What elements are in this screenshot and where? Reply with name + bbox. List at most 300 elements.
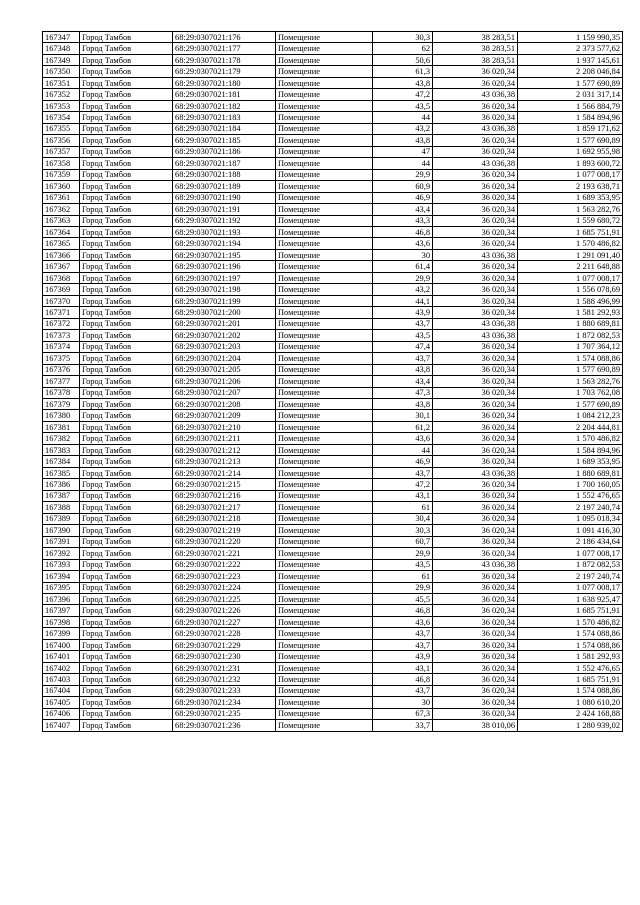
specific-value-cell: 36 020,34 [433,364,518,375]
table-row [43,100,623,111]
locality-cell: Город Тамбов [80,456,173,467]
specific-value-cell: 36 020,34 [433,697,518,708]
cadastral-value-cell: 1 872 082,53 [518,330,623,341]
row-number-cell: 167371 [43,307,80,318]
cadastral-number-cell: 68:29:0307021:192 [173,215,276,226]
specific-value-cell: 36 020,34 [433,708,518,719]
table-row [43,708,623,719]
cadastral-value-cell: 2 204 444,81 [518,421,623,432]
table-row [43,421,623,432]
area-cell: 43,7 [373,639,433,650]
specific-value-cell: 38 010,06 [433,720,518,731]
object-type-cell: Помещение [276,135,373,146]
area-cell: 61,3 [373,66,433,77]
area-cell: 44 [373,444,433,455]
row-number-cell: 167370 [43,295,80,306]
area-cell: 43,3 [373,215,433,226]
object-type-cell: Помещение [276,444,373,455]
row-number-cell: 167404 [43,685,80,696]
table-row [43,284,623,295]
object-type-cell: Помещение [276,295,373,306]
object-type-cell: Помещение [276,318,373,329]
locality-cell: Город Тамбов [80,502,173,513]
row-number-cell: 167405 [43,697,80,708]
locality-cell: Город Тамбов [80,66,173,77]
cadastral-value-cell: 1 859 171,62 [518,123,623,134]
specific-value-cell: 36 020,34 [433,410,518,421]
row-number-cell: 167376 [43,364,80,375]
cadastral-number-cell: 68:29:0307021:203 [173,341,276,352]
object-type-cell: Помещение [276,376,373,387]
table-row [43,54,623,65]
specific-value-cell: 43 036,38 [433,123,518,134]
specific-value-cell: 36 020,34 [433,146,518,157]
table-row [43,674,623,685]
cadastral-value-cell: 1 570 486,82 [518,433,623,444]
row-number-cell: 167352 [43,89,80,100]
specific-value-cell: 36 020,34 [433,571,518,582]
object-type-cell: Помещение [276,548,373,559]
table-row [43,720,623,731]
table-row [43,582,623,593]
object-type-cell: Помещение [276,169,373,180]
row-number-cell: 167401 [43,651,80,662]
locality-cell: Город Тамбов [80,89,173,100]
object-type-cell: Помещение [276,284,373,295]
area-cell: 43,9 [373,651,433,662]
cadastral-number-cell: 68:29:0307021:231 [173,662,276,673]
area-cell: 46,8 [373,226,433,237]
locality-cell: Город Тамбов [80,158,173,169]
area-cell: 29,9 [373,582,433,593]
table-row [43,261,623,272]
area-cell: 61 [373,502,433,513]
cadastral-number-cell: 68:29:0307021:190 [173,192,276,203]
table-row [43,490,623,501]
locality-cell: Город Тамбов [80,215,173,226]
specific-value-cell: 36 020,34 [433,284,518,295]
area-cell: 43,7 [373,685,433,696]
specific-value-cell: 36 020,34 [433,536,518,547]
specific-value-cell: 36 020,34 [433,100,518,111]
row-number-cell: 167407 [43,720,80,731]
cadastral-value-cell: 1 685 751,91 [518,674,623,685]
table-row [43,272,623,283]
cadastral-number-cell: 68:29:0307021:217 [173,502,276,513]
cadastral-value-cell: 2 197 240,74 [518,502,623,513]
area-cell: 43,4 [373,204,433,215]
cadastral-value-cell: 1 556 078,69 [518,284,623,295]
cadastral-value-cell: 1 893 600,72 [518,158,623,169]
cadastral-value-cell: 1 689 353,95 [518,456,623,467]
locality-cell: Город Тамбов [80,536,173,547]
cadastral-value-cell: 2 208 046,84 [518,66,623,77]
table-row [43,32,623,43]
row-number-cell: 167387 [43,490,80,501]
cadastral-value-cell: 1 880 689,81 [518,318,623,329]
table-row [43,112,623,123]
cadastral-value-cell: 1 570 486,82 [518,238,623,249]
row-number-cell: 167377 [43,376,80,387]
table-row [43,525,623,536]
cadastral-number-cell: 68:29:0307021:204 [173,353,276,364]
area-cell: 30 [373,249,433,260]
locality-cell: Город Тамбов [80,341,173,352]
cadastral-number-cell: 68:29:0307021:236 [173,720,276,731]
locality-cell: Город Тамбов [80,616,173,627]
area-cell: 44 [373,158,433,169]
specific-value-cell: 38 283,51 [433,54,518,65]
row-number-cell: 167389 [43,513,80,524]
specific-value-cell: 36 020,34 [433,353,518,364]
locality-cell: Город Тамбов [80,181,173,192]
table-row [43,571,623,582]
area-cell: 43,5 [373,100,433,111]
cadastral-value-cell: 1 574 088,86 [518,628,623,639]
cadastral-number-cell: 68:29:0307021:188 [173,169,276,180]
table-row [43,433,623,444]
object-type-cell: Помещение [276,502,373,513]
locality-cell: Город Тамбов [80,249,173,260]
locality-cell: Город Тамбов [80,295,173,306]
table-row [43,685,623,696]
locality-cell: Город Тамбов [80,192,173,203]
cadastral-number-cell: 68:29:0307021:180 [173,77,276,88]
table-row [43,364,623,375]
specific-value-cell: 36 020,34 [433,605,518,616]
area-cell: 43,7 [373,467,433,478]
area-cell: 43,4 [373,376,433,387]
locality-cell: Город Тамбов [80,674,173,685]
table-row [43,204,623,215]
area-cell: 46,9 [373,456,433,467]
specific-value-cell: 36 020,34 [433,582,518,593]
cadastral-number-cell: 68:29:0307021:206 [173,376,276,387]
specific-value-cell: 36 020,34 [433,295,518,306]
table-row [43,135,623,146]
cadastral-value-cell: 1 577 690,89 [518,364,623,375]
table-row [43,467,623,478]
row-number-cell: 167349 [43,54,80,65]
cadastral-number-cell: 68:29:0307021:230 [173,651,276,662]
cadastral-value-cell: 1 084 212,23 [518,410,623,421]
cadastral-number-cell: 68:29:0307021:205 [173,364,276,375]
cadastral-number-cell: 68:29:0307021:196 [173,261,276,272]
object-type-cell: Помещение [276,697,373,708]
locality-cell: Город Тамбов [80,387,173,398]
area-cell: 62 [373,43,433,54]
cadastral-value-cell: 1 552 476,65 [518,490,623,501]
area-cell: 47,4 [373,341,433,352]
area-cell: 43,1 [373,490,433,501]
table-row [43,146,623,157]
cadastral-value-cell: 2 373 577,62 [518,43,623,54]
object-type-cell: Помещение [276,536,373,547]
row-number-cell: 167357 [43,146,80,157]
cadastral-number-cell: 68:29:0307021:222 [173,559,276,570]
cadastral-value-cell: 1 291 091,40 [518,249,623,260]
row-number-cell: 167385 [43,467,80,478]
table-row [43,479,623,490]
cadastral-value-cell: 1 581 292,93 [518,651,623,662]
cadastral-number-cell: 68:29:0307021:229 [173,639,276,650]
table-row [43,123,623,134]
row-number-cell: 167363 [43,215,80,226]
specific-value-cell: 36 020,34 [433,639,518,650]
table-row [43,559,623,570]
specific-value-cell: 36 020,34 [433,662,518,673]
cadastral-number-cell: 68:29:0307021:225 [173,593,276,604]
object-type-cell: Помещение [276,616,373,627]
table-row [43,502,623,513]
cadastral-value-cell: 1 574 088,86 [518,353,623,364]
locality-cell: Город Тамбов [80,593,173,604]
table-row [43,513,623,524]
area-cell: 43,6 [373,433,433,444]
cadastral-value-cell: 1 563 282,76 [518,376,623,387]
row-number-cell: 167397 [43,605,80,616]
object-type-cell: Помещение [276,605,373,616]
locality-cell: Город Тамбов [80,330,173,341]
table-row [43,399,623,410]
row-number-cell: 167403 [43,674,80,685]
cadastral-number-cell: 68:29:0307021:184 [173,123,276,134]
table-row [43,444,623,455]
specific-value-cell: 36 020,34 [433,181,518,192]
row-number-cell: 167369 [43,284,80,295]
cadastral-number-cell: 68:29:0307021:194 [173,238,276,249]
locality-cell: Город Тамбов [80,77,173,88]
area-cell: 60,7 [373,536,433,547]
object-type-cell: Помещение [276,651,373,662]
specific-value-cell: 36 020,34 [433,548,518,559]
locality-cell: Город Тамбов [80,571,173,582]
row-number-cell: 167400 [43,639,80,650]
specific-value-cell: 36 020,34 [433,112,518,123]
locality-cell: Город Тамбов [80,708,173,719]
row-number-cell: 167362 [43,204,80,215]
locality-cell: Город Тамбов [80,582,173,593]
cadastral-number-cell: 68:29:0307021:181 [173,89,276,100]
object-type-cell: Помещение [276,112,373,123]
table-row [43,43,623,54]
cadastral-value-cell: 1 689 353,95 [518,192,623,203]
object-type-cell: Помещение [276,181,373,192]
cadastral-value-cell: 1 574 088,86 [518,685,623,696]
object-type-cell: Помещение [276,525,373,536]
area-cell: 47,2 [373,479,433,490]
cadastral-number-cell: 68:29:0307021:226 [173,605,276,616]
locality-cell: Город Тамбов [80,639,173,650]
area-cell: 44 [373,112,433,123]
area-cell: 60,9 [373,181,433,192]
object-type-cell: Помещение [276,685,373,696]
row-number-cell: 167350 [43,66,80,77]
table-row [43,77,623,88]
object-type-cell: Помещение [276,43,373,54]
locality-cell: Город Тамбов [80,32,173,43]
object-type-cell: Помещение [276,513,373,524]
specific-value-cell: 36 020,34 [433,651,518,662]
cadastral-number-cell: 68:29:0307021:215 [173,479,276,490]
area-cell: 43,7 [373,628,433,639]
object-type-cell: Помещение [276,421,373,432]
area-cell: 46,8 [373,605,433,616]
locality-cell: Город Тамбов [80,261,173,272]
cadastral-value-cell: 1 685 751,91 [518,226,623,237]
row-number-cell: 167395 [43,582,80,593]
locality-cell: Город Тамбов [80,43,173,54]
object-type-cell: Помещение [276,307,373,318]
cadastral-value-cell: 1 080 610,20 [518,697,623,708]
object-type-cell: Помещение [276,32,373,43]
row-number-cell: 167347 [43,32,80,43]
object-type-cell: Помещение [276,123,373,134]
area-cell: 46,9 [373,192,433,203]
object-type-cell: Помещение [276,708,373,719]
row-number-cell: 167382 [43,433,80,444]
table-row [43,341,623,352]
object-type-cell: Помещение [276,249,373,260]
area-cell: 44,1 [373,295,433,306]
cadastral-value-cell: 1 588 496,99 [518,295,623,306]
cadastral-number-cell: 68:29:0307021:195 [173,249,276,260]
locality-cell: Город Тамбов [80,272,173,283]
cadastral-value-cell: 1 880 689,81 [518,467,623,478]
object-type-cell: Помещение [276,628,373,639]
locality-cell: Город Тамбов [80,467,173,478]
area-cell: 43,5 [373,330,433,341]
specific-value-cell: 36 020,34 [433,376,518,387]
specific-value-cell: 36 020,34 [433,238,518,249]
object-type-cell: Помещение [276,192,373,203]
cadastral-value-cell: 1 707 364,12 [518,341,623,352]
specific-value-cell: 38 283,51 [433,32,518,43]
specific-value-cell: 36 020,34 [433,674,518,685]
row-number-cell: 167353 [43,100,80,111]
row-number-cell: 167386 [43,479,80,490]
specific-value-cell: 36 020,34 [433,479,518,490]
area-cell: 43,5 [373,559,433,570]
cadastral-number-cell: 68:29:0307021:186 [173,146,276,157]
cadastral-value-cell: 1 937 145,61 [518,54,623,65]
table-row [43,605,623,616]
locality-cell: Город Тамбов [80,364,173,375]
row-number-cell: 167379 [43,399,80,410]
object-type-cell: Помещение [276,399,373,410]
area-cell: 43,9 [373,307,433,318]
table-row [43,593,623,604]
specific-value-cell: 38 283,51 [433,43,518,54]
cadastral-number-cell: 68:29:0307021:211 [173,433,276,444]
area-cell: 47,3 [373,387,433,398]
row-number-cell: 167356 [43,135,80,146]
object-type-cell: Помещение [276,582,373,593]
row-number-cell: 167391 [43,536,80,547]
table-row [43,536,623,547]
area-cell: 43,2 [373,284,433,295]
row-number-cell: 167380 [43,410,80,421]
row-number-cell: 167365 [43,238,80,249]
area-cell: 47 [373,146,433,157]
area-cell: 29,9 [373,548,433,559]
object-type-cell: Помещение [276,467,373,478]
cadastral-number-cell: 68:29:0307021:191 [173,204,276,215]
specific-value-cell: 36 020,34 [433,261,518,272]
row-number-cell: 167360 [43,181,80,192]
cadastral-value-cell: 1 566 884,79 [518,100,623,111]
locality-cell: Город Тамбов [80,685,173,696]
cadastral-value-cell: 1 577 690,89 [518,77,623,88]
cadastral-number-cell: 68:29:0307021:234 [173,697,276,708]
cadastral-number-cell: 68:29:0307021:178 [173,54,276,65]
locality-cell: Город Тамбов [80,444,173,455]
specific-value-cell: 43 036,38 [433,249,518,260]
table-row [43,215,623,226]
area-cell: 46,8 [373,674,433,685]
table-row [43,192,623,203]
area-cell: 43,8 [373,399,433,410]
locality-cell: Город Тамбов [80,284,173,295]
cadastral-value-cell: 1 574 088,86 [518,639,623,650]
table-row [43,651,623,662]
locality-cell: Город Тамбов [80,490,173,501]
table-row [43,387,623,398]
specific-value-cell: 36 020,34 [433,433,518,444]
table-row [43,353,623,364]
specific-value-cell: 36 020,34 [433,628,518,639]
locality-cell: Город Тамбов [80,433,173,444]
cadastral-value-cell: 1 703 762,08 [518,387,623,398]
object-type-cell: Помещение [276,226,373,237]
area-cell: 43,2 [373,123,433,134]
cadastral-number-cell: 68:29:0307021:185 [173,135,276,146]
locality-cell: Город Тамбов [80,353,173,364]
cadastral-value-cell: 1 077 008,17 [518,582,623,593]
area-cell: 61,4 [373,261,433,272]
cadastral-value-cell: 1 559 680,72 [518,215,623,226]
object-type-cell: Помещение [276,410,373,421]
locality-cell: Город Тамбов [80,548,173,559]
table-row [43,295,623,306]
specific-value-cell: 36 020,34 [433,421,518,432]
row-number-cell: 167374 [43,341,80,352]
specific-value-cell: 43 036,38 [433,330,518,341]
area-cell: 43,6 [373,238,433,249]
locality-cell: Город Тамбов [80,399,173,410]
cadastral-value-cell: 1 577 690,89 [518,135,623,146]
specific-value-cell: 36 020,34 [433,272,518,283]
cadastral-number-cell: 68:29:0307021:232 [173,674,276,685]
cadastral-value-cell: 2 211 648,88 [518,261,623,272]
object-type-cell: Помещение [276,559,373,570]
area-cell: 67,3 [373,708,433,719]
locality-cell: Город Тамбов [80,513,173,524]
area-cell: 43,1 [373,662,433,673]
row-number-cell: 167393 [43,559,80,570]
area-cell: 30,4 [373,513,433,524]
locality-cell: Город Тамбов [80,135,173,146]
area-cell: 33,7 [373,720,433,731]
cadastral-value-cell: 1 077 008,17 [518,272,623,283]
locality-cell: Город Тамбов [80,651,173,662]
locality-cell: Город Тамбов [80,238,173,249]
specific-value-cell: 36 020,34 [433,502,518,513]
specific-value-cell: 36 020,34 [433,525,518,536]
specific-value-cell: 36 020,34 [433,616,518,627]
cadastral-number-cell: 68:29:0307021:227 [173,616,276,627]
object-type-cell: Помещение [276,66,373,77]
